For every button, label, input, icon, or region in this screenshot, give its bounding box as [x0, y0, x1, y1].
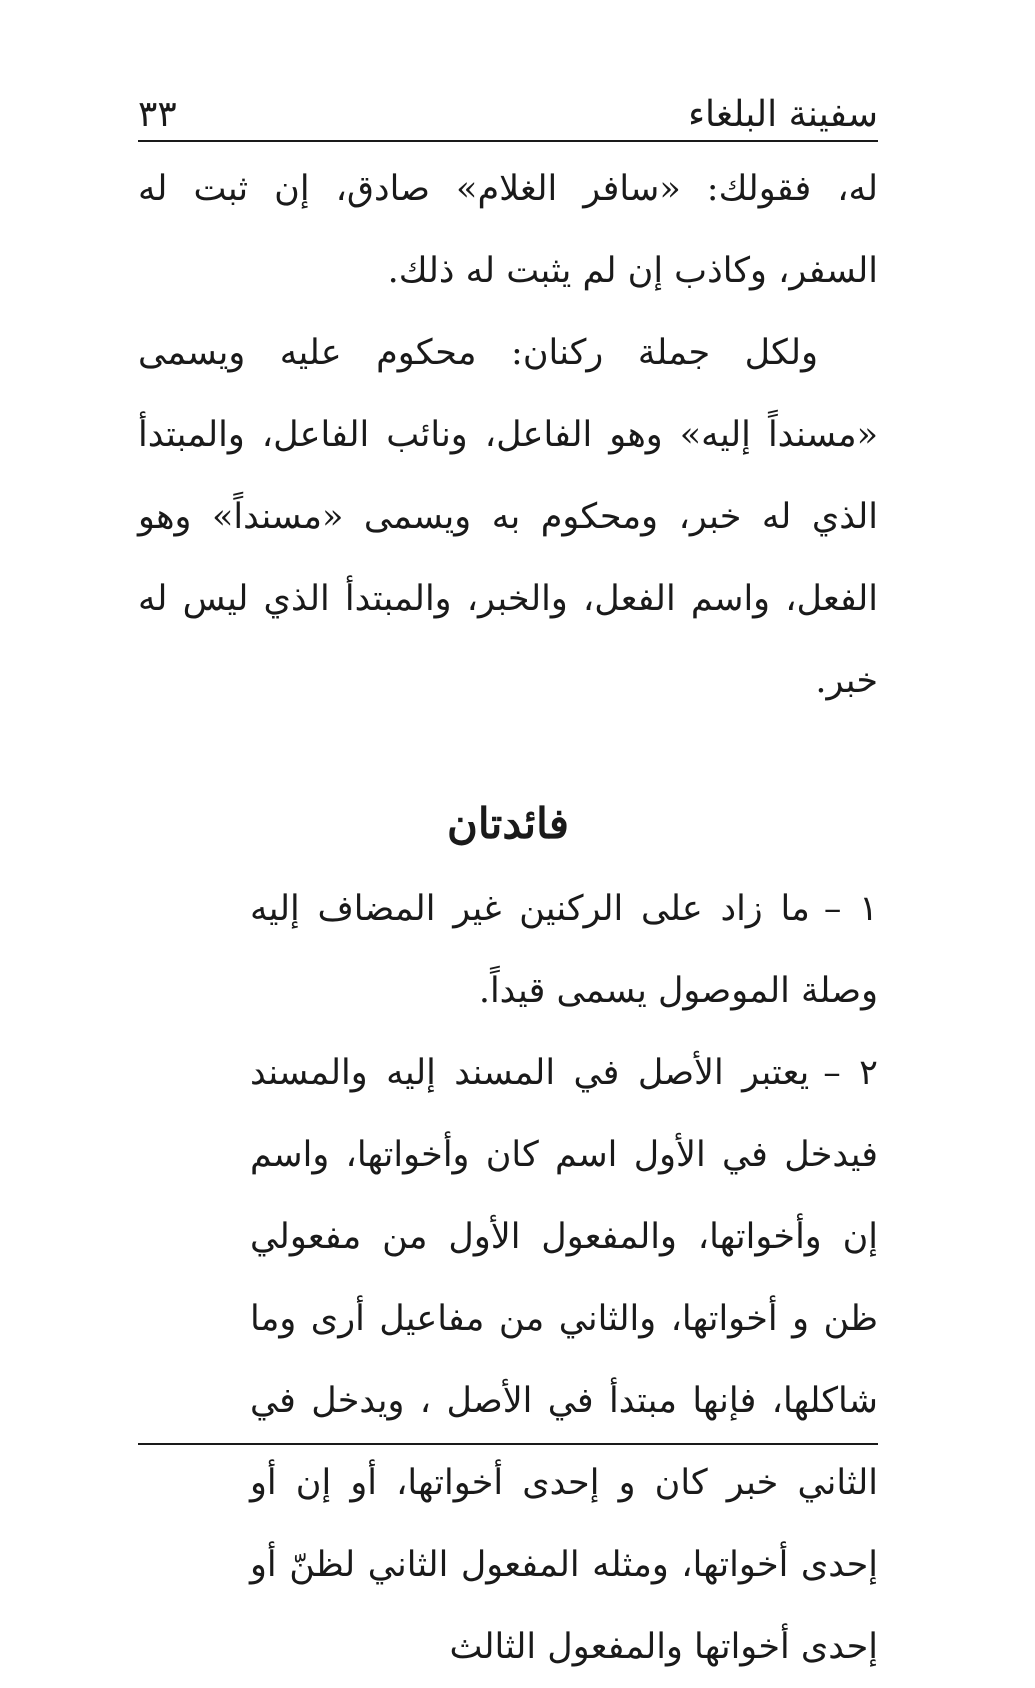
- footer-rule: [138, 1443, 878, 1445]
- note-number-1: ١ –: [823, 889, 878, 929]
- notes-list: [250, 868, 878, 1688]
- paragraph-2: ولكل جملة ركنان: محكوم عليه ويسمى «مسنداً إليه» وهو الفاعل، ونائب الفاعل، والمبتدأ الذي له خبر، ومحكوم به ويسمى «مسنداً» وهو الفعل، واسم الفعل، والخبر، والمبتدأ الذي ليس له خبر.: [138, 333, 878, 701]
- running-title: سفينة البلغاء: [688, 94, 878, 135]
- section-gap: [138, 722, 878, 784]
- section-title: فائدتان: [447, 799, 569, 848]
- paragraph-1: له، فقولك: «سافر الغلام» صادق، إن ثبت له السفر، وكاذب إن لم يثبت له ذلك.: [138, 169, 878, 291]
- note-item-1: [250, 868, 878, 1032]
- note-item-2: [250, 1032, 878, 1688]
- header-rule: [138, 140, 878, 142]
- note-text-1: ما زاد على الركنين غير المضاف إليه وصلة الموصول يسمى قيداً.: [250, 889, 878, 1011]
- page-number: ٣٣: [138, 94, 177, 135]
- book-page: [138, 92, 878, 1688]
- note-text-2: يعتبر الأصل في المسند إليه والمسند فيدخل في الأول اسم كان وأخواتها، واسم إن وأخواتها، والمفعول الأول من مفعولي ظن و أخواتها، والثاني من مفاعيل أرى وما شاكلها، فإنها مبتدأ في الأصل ، ويدخل في الثاني خبر كان و إحدى أخواتها، أو إن أو إحدى أخواتها، ومثله المفعول الثاني لظنّ أو إحدى أخواتها والمفعول الثالث: [250, 1053, 878, 1667]
- page-body: [138, 148, 878, 1688]
- note-number-2: ٢ –: [823, 1053, 878, 1093]
- page-header: [138, 92, 878, 142]
